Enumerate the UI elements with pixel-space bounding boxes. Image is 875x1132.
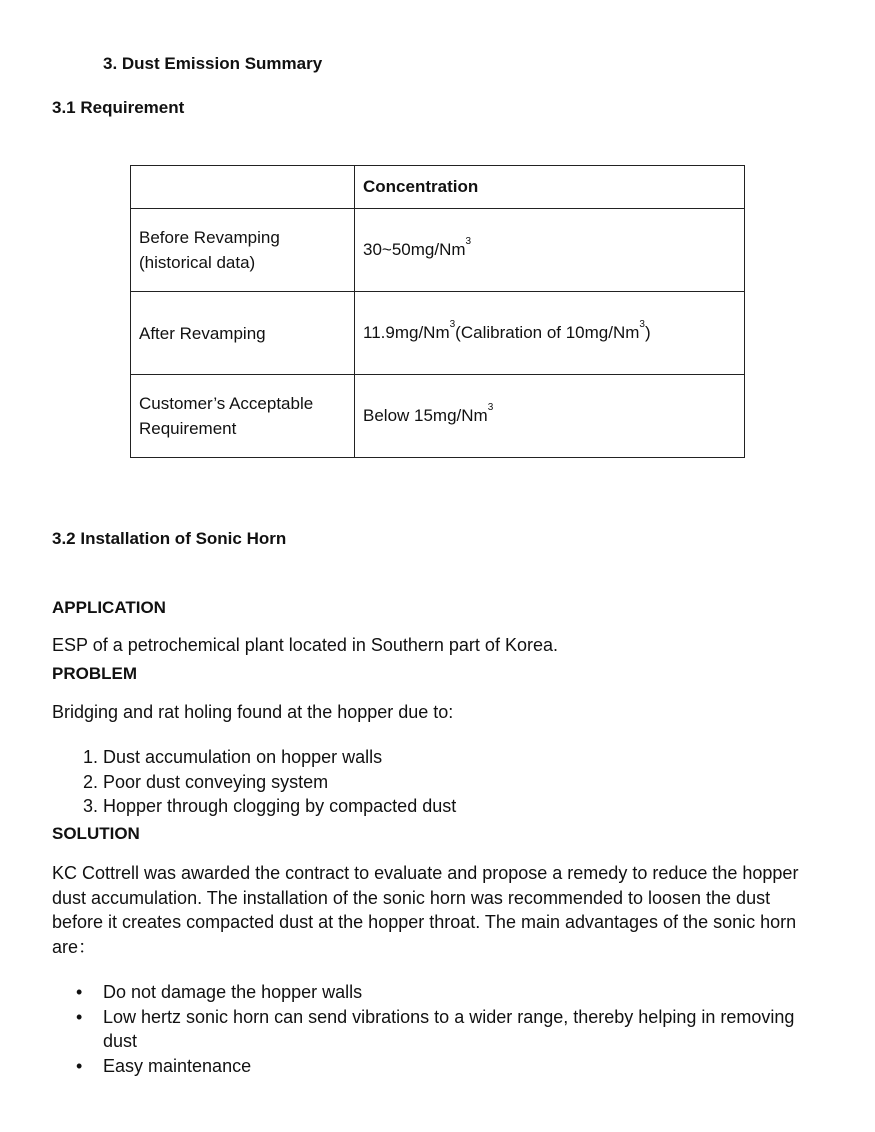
table-header-concentration: Concentration — [355, 166, 745, 209]
table-row — [131, 292, 745, 375]
list-item: 2. Poor dust conveying system — [103, 770, 456, 795]
value-superscript: 3 — [639, 319, 645, 330]
table-row — [131, 375, 745, 458]
requirement-table — [130, 165, 745, 458]
row-label — [131, 209, 355, 292]
row-label-line: Customer’s Acceptable — [139, 394, 314, 413]
table-header-row — [131, 166, 745, 209]
table-header-empty — [131, 166, 355, 209]
table-row — [131, 209, 745, 292]
value-superscript: 3 — [465, 236, 472, 247]
row-label — [131, 375, 355, 458]
list-item — [103, 1005, 794, 1054]
application-heading: APPLICATION — [52, 598, 166, 617]
value-calibration: (Calibration of 10mg/Nm — [455, 323, 640, 342]
problem-list-wrap — [52, 745, 456, 819]
value-text: 11.9mg/Nm — [363, 323, 450, 342]
row-value — [355, 375, 745, 458]
problem-heading: PROBLEM — [52, 664, 137, 683]
value-text: 30~50mg/Nm — [363, 240, 466, 259]
value-superscript: 3 — [487, 402, 494, 413]
list-item: 3. Hopper through clogging by compacted dust — [103, 794, 456, 819]
value-text: Below 15mg/Nm — [363, 406, 488, 425]
solution-paragraph — [52, 861, 798, 959]
list-item — [103, 1054, 794, 1079]
list-item — [103, 980, 794, 1005]
row-label — [131, 292, 355, 375]
row-label-line: Before Revamping — [139, 228, 280, 247]
advantages-list — [52, 980, 794, 1078]
list-item-line: • Low hertz sonic horn can send vibrations to a wider range, thereby helping in removing — [103, 1006, 795, 1027]
problem-list — [52, 745, 456, 819]
solution-line: are： — [52, 936, 97, 957]
value-closing-paren: ) — [644, 323, 651, 342]
row-label-line: After Revamping — [139, 323, 266, 343]
value-superscript: 3 — [449, 319, 456, 330]
section-3-1-title: 3.1 Requirement — [52, 98, 185, 117]
solution-line: dust accumulation. The installation of the sonic horn was recommended to loosen the dust — [52, 887, 771, 908]
list-item-line: • Do not damage the hopper walls — [103, 982, 363, 1002]
solution-heading: SOLUTION — [52, 824, 140, 843]
application-text: ESP of a petrochemical plant located in Southern part of Korea. — [52, 635, 558, 655]
list-item: 1. Dust accumulation on hopper walls — [103, 745, 456, 770]
list-item-line: dust — [103, 1031, 138, 1051]
solution-line: KC Cottrell was awarded the contract to evaluate and propose a remedy to reduce the hopper — [52, 863, 799, 883]
row-value — [355, 292, 745, 375]
section-3-title: 3. Dust Emission Summary — [103, 54, 323, 73]
solution-line: before it creates compacted dust at the hopper throat. The main advantages of the sonic horn — [52, 912, 797, 932]
row-label-line: Requirement — [139, 419, 237, 438]
section-3-2-title: 3.2 Installation of Sonic Horn — [52, 529, 287, 548]
problem-intro: Bridging and rat holing found at the hopper due to: — [52, 702, 454, 722]
advantages-list-wrap — [52, 980, 794, 1078]
row-label-line: (historical data) — [139, 253, 256, 272]
list-item-line: • Easy maintenance — [103, 1055, 252, 1076]
row-value — [355, 209, 745, 292]
